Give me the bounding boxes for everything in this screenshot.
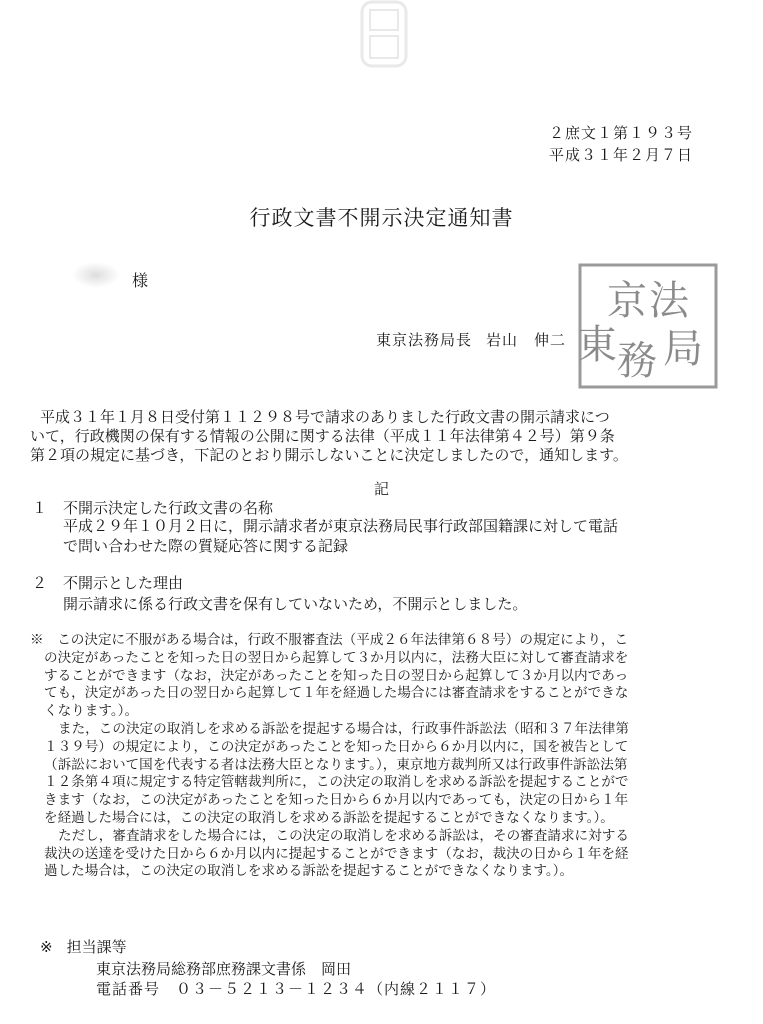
- official-seal-stamp: [577, 262, 719, 390]
- note-line: くなります。）。: [44, 703, 139, 720]
- document-number: ２庶文１第１９３号: [548, 124, 693, 142]
- section-number: １: [32, 499, 48, 517]
- note-line: することができます（なお，決定があったことを知った日の翌日から起算して３か月以内であっ: [44, 667, 629, 684]
- seal-char: 務: [617, 338, 657, 384]
- phone-number: ０３－５２１３－１２３４（内線２１１７）: [176, 980, 497, 998]
- paragraph-line: 第２項の規定に基づき，下記のとおり開示しないことに決定しましたので，通知します。: [30, 446, 628, 464]
- note-line: 裁決の送達を受けた日から６か月以内に提起することができます（なお，裁決の日から１年を経: [44, 845, 629, 862]
- section-number: ２: [32, 574, 48, 592]
- section-line: 平成２９年１０月２日に，開示請求者が東京法務局民事行政部国籍課に対して電話: [63, 517, 619, 535]
- issuer-name: 岩山 伸二: [486, 331, 567, 349]
- note-line: 過した場合は，この決定の取消しを求める訴訟を提起することができなくなります。）。: [44, 863, 574, 880]
- issuer-line: [376, 329, 566, 350]
- contact-department: 東京法務局総務部庶務課文書係 岡田: [96, 960, 352, 978]
- section-line: で問い合わせた際の質疑応答に関する記録: [63, 537, 349, 555]
- contact-heading-label: 担当課等: [66, 938, 127, 956]
- note-line: １２条第４項に規定する特定管轄裁判所に，この決定の取消しを求める訴訟を提起することがで: [44, 774, 629, 791]
- notice-block: [30, 632, 629, 881]
- note-line: １３９号）の規定により，この決定があったことを知った日から６か月以内に，国を被告として: [44, 738, 629, 755]
- section-body: 開示請求に係る行政文書を保有していないため，不開示としました。: [63, 595, 528, 613]
- note-line: また，この決定の取消しを求める訴訟を提起する場合は，行政事件訴訟法（昭和３７年法律第: [58, 720, 629, 737]
- document-date: 平成３１年２月７日: [548, 146, 693, 164]
- contact-phone: [96, 978, 496, 999]
- issuer-title: 東京法務局長: [376, 331, 473, 349]
- seal-char: 京: [607, 278, 647, 324]
- note-line: ても，決定があった日の翌日から起算して１年を経過した場合には審査請求をすることができな: [44, 685, 629, 702]
- contact-mark: ※: [40, 938, 53, 956]
- redacted-recipient-name: [72, 262, 120, 288]
- note-line: を経過した場合には，この決定の取消しを求める訴訟を提起することができなくなります。）。: [44, 809, 614, 826]
- document-reference: [549, 122, 693, 166]
- section-heading: 不開示とした理由: [63, 574, 184, 592]
- section-body: [63, 516, 618, 556]
- paragraph-line: いて，行政機関の保有する情報の公開に関する法律（平成１１年法律第４２号）第９条: [30, 427, 615, 445]
- recipient-honorific: 様: [132, 271, 149, 290]
- phone-label: 電話番号: [96, 980, 161, 998]
- note-mark: ※: [30, 632, 44, 648]
- seal-char: 法: [649, 278, 689, 324]
- note-line: の決定があったことを知った日の翌日から起算して３か月以内に，法務大臣に対して審査請求を: [44, 649, 629, 666]
- intro-paragraph: [30, 408, 628, 465]
- note-line: きます（なお，この決定があったことを知った日から６か月以内であっても，決定の日から１年: [44, 792, 629, 809]
- note-line: （訴訟において国を代表する者は法務大臣となります。），東京地方裁判所又は行政事件訴訟法第: [44, 756, 628, 773]
- ki-heading: 記: [373, 480, 389, 498]
- seal-char: 東: [577, 322, 617, 368]
- seal-char: 局: [663, 326, 703, 372]
- section-heading: 不開示決定した行政文書の名称: [63, 499, 274, 517]
- paragraph-line: 平成３１年１月８日受付第１１２９８号で請求のありました行政文書の開示請求につ: [40, 408, 610, 426]
- note-line: ただし，審査請求をした場合には，この決定の取消しを求める訴訟は，その審査請求に対する: [58, 827, 629, 844]
- page-title: 行政文書不開示決定通知書: [249, 206, 514, 230]
- note-line: ※ この決定に不服がある場合は，行政不服審査法（平成２６年法律第６８号）の規定により，こ: [30, 632, 629, 648]
- contact-heading: [40, 936, 127, 957]
- top-stamp-mark: [358, 0, 410, 70]
